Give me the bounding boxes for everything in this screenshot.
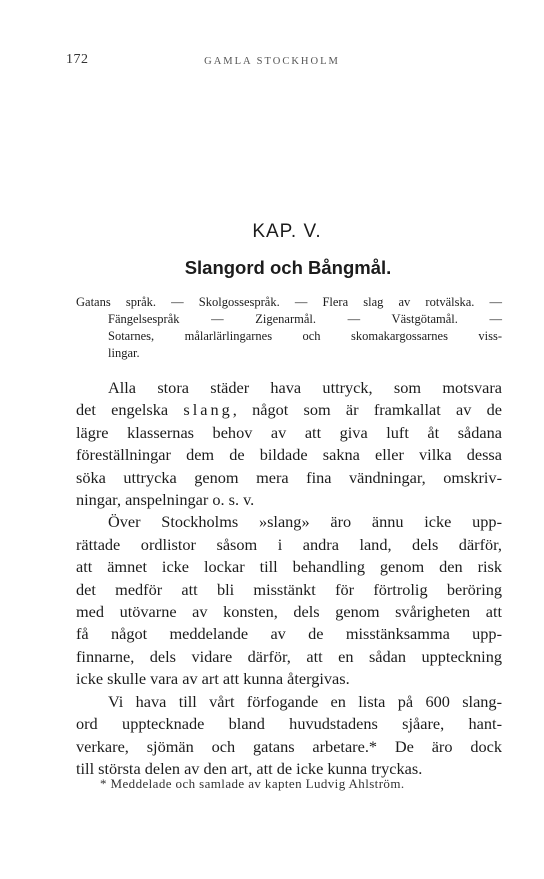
- text-line: det engelska slang, något som är framkallat av de: [76, 400, 502, 420]
- text-line: verkare, sjömän och gatans arbetare.* De äro dock: [76, 736, 502, 756]
- body-text: [76, 377, 502, 780]
- summary-line: Fängelsespråk — Zigenarmål. — Västgötamål. —: [108, 312, 502, 326]
- chapter-title: Slangord och Bångmål.: [184, 257, 392, 278]
- text-line: finnarne, dels vidare därför, att en sådan uppteckning: [76, 646, 502, 666]
- footnote: * Meddelade och samlade av kapten Ludvig Ahlström.: [100, 776, 405, 791]
- text-line: till största delen av den art, att de icke kunna tryckas.: [76, 758, 423, 778]
- text-line: Alla stora städer hava uttryck, som motsvara: [108, 378, 502, 397]
- chapter-summary: [76, 294, 502, 362]
- emphasized-word: slang: [183, 400, 233, 420]
- page-number: 172: [66, 52, 89, 67]
- paragraph: [76, 511, 502, 690]
- text-line: lägre klassernas behov av att giva luft åt sådana: [76, 422, 502, 442]
- summary-line: Gatans språk. — Skolgossespråk. — Flera slag av rotvälska. —: [76, 295, 502, 309]
- text-line: söka uttrycka genom mera fina vändningar, omskriv-: [76, 467, 502, 487]
- text-line: Över Stockholms »slang» äro ännu icke upp-: [108, 512, 502, 532]
- text-line: ningar, anspelningar o. s. v.: [76, 490, 255, 510]
- summary-line: lingar.: [108, 346, 140, 360]
- text-line: att ämnet icke lockar till behandling genom den risk: [76, 557, 502, 577]
- text-line: med utövarne av konsten, dels genom svårigheten att: [76, 602, 502, 622]
- text-line: Vi hava till vårt förfogande en lista på 600 slang-: [108, 691, 502, 711]
- chapter-number: KAP. V.: [252, 221, 322, 242]
- text-line: icke skulle vara av art att kunna återgivas.: [76, 669, 350, 689]
- paragraph: [76, 691, 502, 781]
- running-head: GAMLA STOCKHOLM: [204, 56, 340, 67]
- text-line: det medför att bli misstänkt för förtrolig beröring: [76, 579, 502, 599]
- paragraph: [76, 377, 502, 511]
- text-line: rättade ordlistor såsom i andra land, dels därför,: [76, 534, 502, 554]
- text-line: få något meddelande av de misstänksamma upp-: [76, 624, 502, 644]
- text-line: föreställningar dem de bildade sakna eller vilka dessa: [76, 445, 502, 465]
- summary-line: Sotarnes, målarlärlingarnes och skomakargossarnes viss-: [108, 329, 502, 343]
- text-line: ord upptecknade bland huvudstadens sjåare, hant-: [76, 714, 502, 734]
